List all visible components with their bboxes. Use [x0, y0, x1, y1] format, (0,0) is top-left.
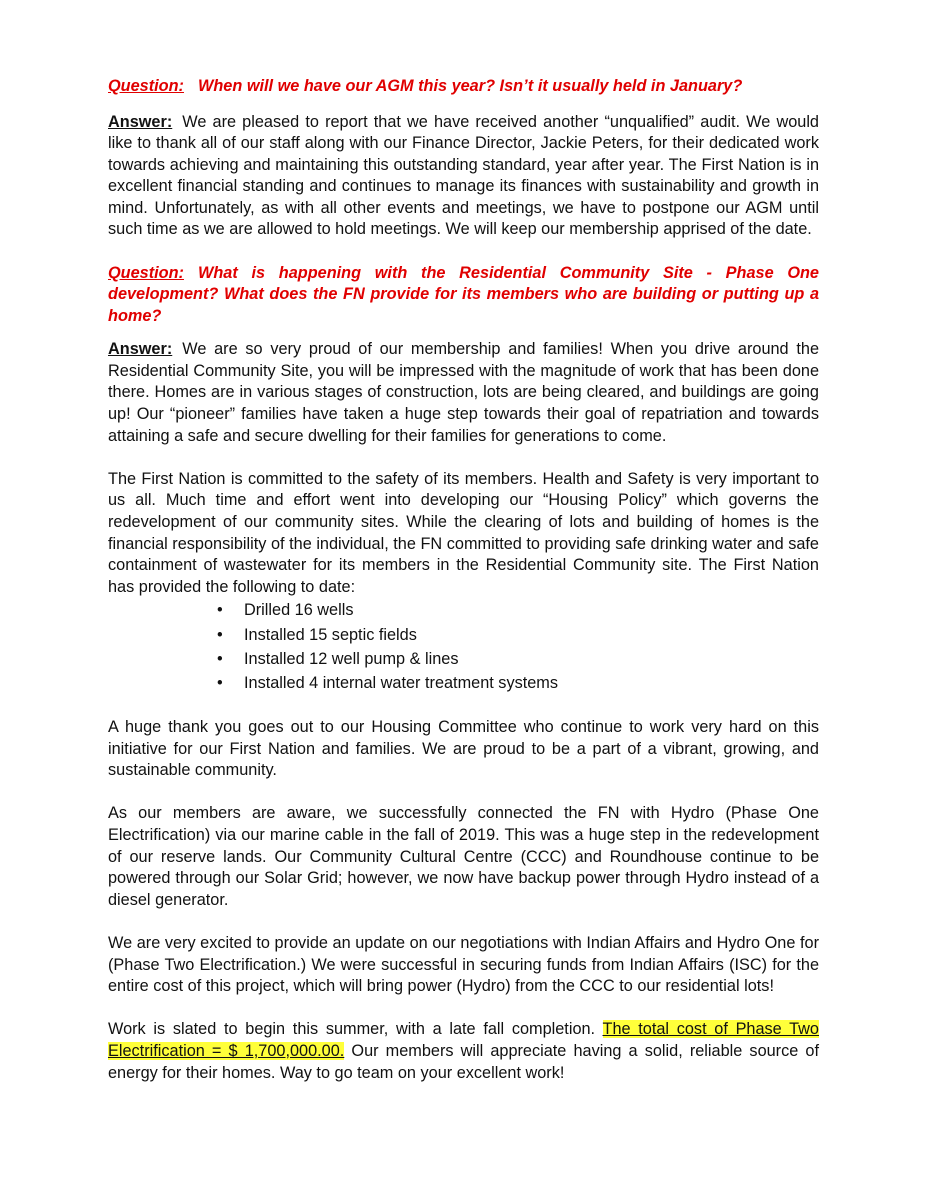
- question-text: When will we have our AGM this year? Isn’t it usually held in January?: [197, 77, 743, 95]
- question-residential-site: [108, 263, 819, 328]
- question-label: Question:: [108, 263, 184, 282]
- bullet-icon: •: [217, 601, 223, 620]
- paragraph-health-safety: The First Nation is committed to the safety of its members. Health and Safety is very important to us all. Much time and effort went into developing our “Housing Policy” which governs the redevelopment of our community sites. While the clearing of lots and building of homes is the financial responsibility of the individual, the FN committed to providing safe drinking water and safe containment of wastewater for its members in the Residential Community site. The First Nation has provided the following to date:: [108, 469, 819, 596]
- answer-residential-site: [108, 339, 819, 447]
- bullet-icon: •: [217, 674, 223, 693]
- list-item: • Drilled 16 wells: [244, 598, 819, 622]
- bullet-icon: •: [217, 625, 223, 644]
- paragraph-housing-committee: A huge thank you goes out to our Housing Committee who continue to work very hard on this initiative for our First Nation and families. We are proud to be a part of a vibrant, growing, and sustainable community.: [108, 718, 819, 780]
- question-agm: [108, 76, 819, 98]
- answer-text: We are so very proud of our membership and families! When you drive around the Residential Community Site, you will be impressed with the magnitude of work that has been done there. Homes are in various stages of construction, lots are being cleared, and buildings are going up! Our “pioneer” families have taken a huge step towards their goal of repatriation and towards attaining a safe and secure dwelling for their families for generations to come.: [108, 340, 819, 445]
- list-item: • Installed 12 well pump & lines: [244, 647, 819, 671]
- list-item: • Installed 4 internal water treatment systems: [244, 671, 819, 695]
- paragraph-phase-one-electrification: As our members are aware, we successfully connected the FN with Hydro (Phase One Electrification) via our marine cable in the fall of 2019. This was a huge step in the redevelopment of our reserve lands. Our Community Cultural Centre (CCC) and Roundhouse continue to be powered through our Solar Grid; however, we now have backup power through Hydro instead of a diesel generator.: [108, 804, 819, 909]
- question-text: What is happening with the Residential Community Site - Phase One development? What does the FN provide for its members who are building or putting up a home?: [108, 263, 819, 325]
- answer-label: Answer:: [108, 112, 173, 131]
- answer-text: We are pleased to report that we have received another “unqualified” audit. We would like to thank all of our staff along with our Finance Director, Jackie Peters, for their dedicated work towards achieving and maintaining this outstanding standard, year after year. The First Nation is in excellent financial standing and continues to manage its finances with sustainability and growth in mind. Unfortunately, as with all other events and meetings, we have to postpone our AGM until such time as we are allowed to hold meetings. We will keep our membership apprised of the date.: [108, 112, 819, 239]
- question-label: Question:: [108, 77, 184, 95]
- provided-items-list: [108, 598, 819, 695]
- paragraph-phase-two-update: We are very excited to provide an update on our negotiations with Indian Affairs and Hydro One for (Phase Two Electrification.) We were successful in securing funds from Indian Affairs (ISC) for the entire cost of this project, which will bring power (Hydro) from the CCC to our residential lots!: [108, 934, 819, 996]
- paragraph-work-schedule: Work is slated to begin this summer, with a late fall completion. The total cost of Phase Two Electrification = $ 1,700,000.00. Our members will appreciate having a solid, reliable source of energy for their homes. Way to go team on your excellent work!: [108, 1020, 819, 1082]
- highlighted-total-cost: The total cost of Phase Two Electrification = $ 1,700,000.00.: [108, 1020, 819, 1060]
- bullet-icon: •: [217, 649, 223, 668]
- list-item: • Installed 15 septic fields: [244, 623, 819, 647]
- answer-label: Answer:: [108, 340, 173, 359]
- answer-audit: [108, 112, 819, 242]
